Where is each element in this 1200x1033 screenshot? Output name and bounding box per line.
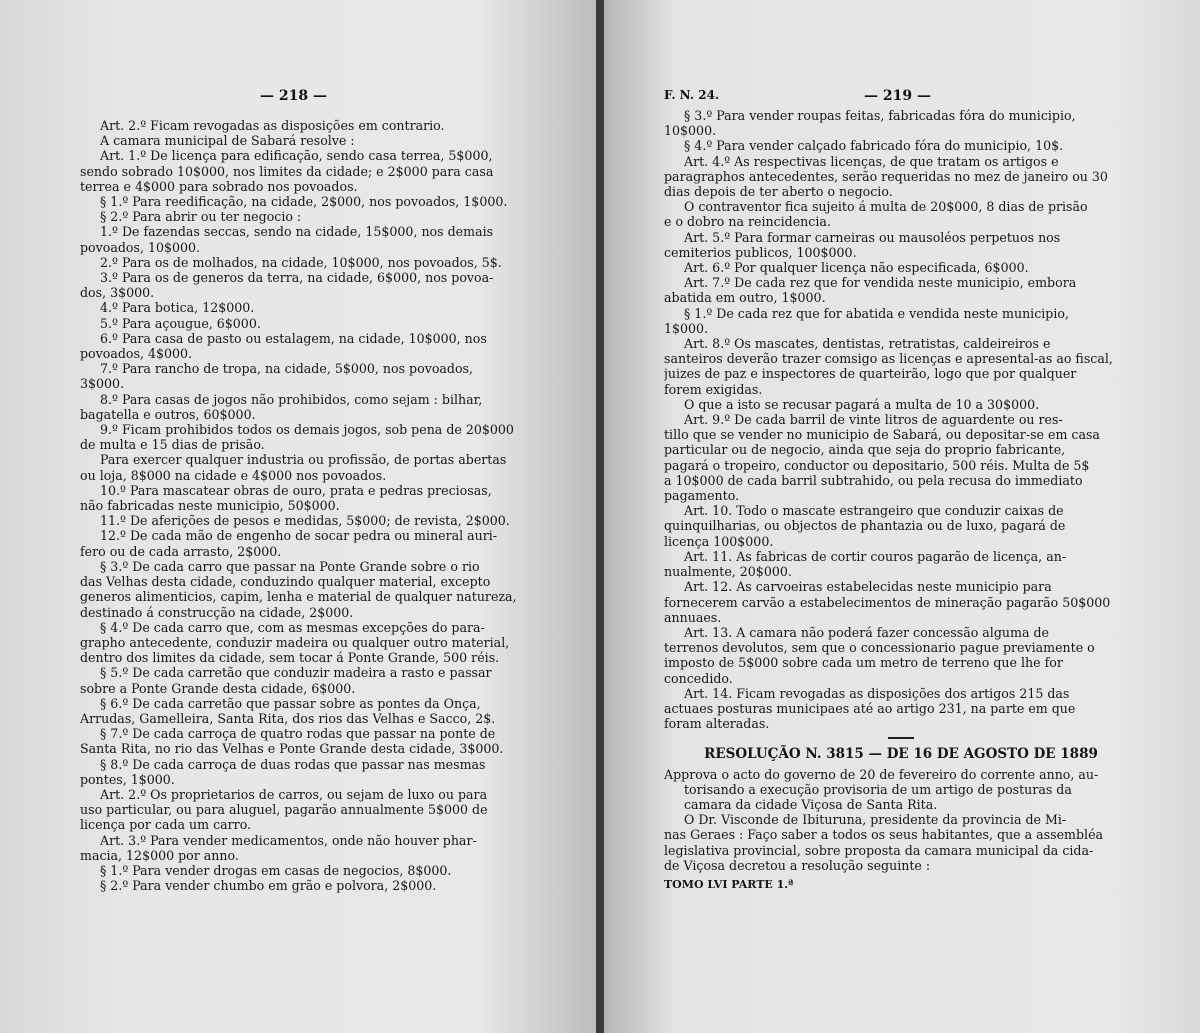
text-line: Art. 12. As carvoeiras estabelecidas neste municipio para <box>684 579 1052 595</box>
text-line: § 1.º Para reedificação, na cidade, 2$000, nos povoados, 1$000. <box>100 194 508 210</box>
text-line: O contraventor fica sujeito á multa de 20$000, 8 dias de prisão <box>684 199 1088 215</box>
left-page-text <box>80 118 556 893</box>
text-line: abatida em outro, 1$000. <box>664 290 826 306</box>
text-line: uso particular, ou para aluguel, pagarão annualmente 5$000 de <box>80 802 488 818</box>
text-line: § 4.º De cada carro que, com as mesmas excepções do para- <box>100 619 485 635</box>
text-line: a 10$000 de cada barril subtrahido, ou pela recusa do immediato <box>664 472 1083 488</box>
text-line: fornecerem carvão a estabelecimentos de mineração pagarão 50$000 <box>664 594 1111 610</box>
text-line: Art. 8.º Os mascates, dentistas, retratistas, caldeireiros e <box>684 336 1051 352</box>
text-line: nualmente, 20$000. <box>664 564 792 580</box>
text-line: 6.º Para casa de pasto ou estalagem, na cidade, 10$000, nos <box>100 330 487 346</box>
text-line: Art. 5.º Para formar carneiras ou mausoléos perpetuos nos <box>684 229 1061 245</box>
text-line: nas Geraes : Faço saber a todos os seus habitantes, que a assembléa <box>664 827 1104 843</box>
text-line: povoados, 4$000. <box>80 346 193 362</box>
text-line: § 1.º Para vender drogas em casas de negocios, 8$000. <box>100 862 452 878</box>
text-line: dos, 3$000. <box>80 285 155 301</box>
text-line: Arrudas, Gamelleira, Santa Rita, dos rios das Velhas e Sacco, 2$. <box>80 710 496 726</box>
text-line: 2.º Para os de molhados, na cidade, 10$000, nos povoados, 5$. <box>100 254 502 270</box>
text-line: dentro dos limites da cidade, sem tocar á Ponte Grande, 500 réis. <box>80 650 500 666</box>
text-line: povoados, 10$000. <box>80 239 201 255</box>
text-line: quinquilharias, ou objectos de phantazia ou de luxo, pagará de <box>664 518 1066 534</box>
text-line: das Velhas desta cidade, conduzindo qualquer material, excepto <box>80 574 491 590</box>
text-line: Art. 11. As fabricas de cortir couros pagarão de licença, an- <box>684 548 1067 564</box>
text-line: camara da cidade Viçosa de Santa Rita. <box>684 796 938 812</box>
text-line: 5.º Para açougue, 6$000. <box>100 315 261 331</box>
text-line: 7.º Para rancho de tropa, na cidade, 5$000, nos povoados, <box>100 361 474 377</box>
text-line: § 4.º Para vender calçado fabricado fóra do municipio, 10$. <box>684 138 1064 154</box>
text-line: macia, 12$000 por anno. <box>80 847 239 863</box>
text-line: legislativa provincial, sobre proposta da camara municipal da cida- <box>664 842 1094 858</box>
text-line: Art. 9.º De cada barril de vinte litros de aguardente ou res- <box>684 412 1063 428</box>
text-line: licença 100$000. <box>664 533 774 549</box>
text-line: forem exigidas. <box>664 381 763 397</box>
text-line: § 6.º De cada carretão que passar sobre as pontes da Onça, <box>100 695 481 711</box>
text-line: sendo sobrado 10$000, nos limites da cidade; e 2$000 para casa <box>80 163 494 179</box>
footer-signature: TOMO LVI PARTE 1.ª <box>664 877 794 891</box>
text-line: destinado á construcção na cidade, 2$000. <box>80 604 354 620</box>
text-line: grapho antecedente, conduzir madeira ou qualquer outro material, <box>80 634 510 650</box>
text-line: § 7.º De cada carroça de quatro rodas que passar na ponte de <box>100 726 496 742</box>
text-line: 3$000. <box>80 376 125 392</box>
text-line: § 2.º Para vender chumbo em grão e polvora, 2$000. <box>100 878 437 894</box>
text-line: foram alteradas. <box>664 716 770 732</box>
text-line: Art. 13. A camara não poderá fazer concessão alguma de <box>684 624 1049 640</box>
text-line: A camara municipal de Sabará resolve : <box>100 133 355 149</box>
text-line: § 1.º De cada rez que for abatida e vendida neste municipio, <box>684 305 1069 321</box>
text-line: terrenos devolutos, sem que o concessionario pague previamente o <box>664 640 1095 656</box>
text-line: Santa Rita, no rio das Velhas e Ponte Grande desta cidade, 3$000. <box>80 741 504 757</box>
text-line: § 3.º Para vender roupas feitas, fabricadas fóra do municipio, <box>684 108 1076 123</box>
text-line: Art. 6.º Por qualquer licença não especificada, 6$000. <box>684 260 1029 276</box>
text-line: sobre a Ponte Grande desta cidade, 6$000. <box>80 680 356 696</box>
text-line: § 3.º De cada carro que passar na Ponte Grande sobre o rio <box>100 558 480 574</box>
text-line: generos alimenticios, capim, lenha e material de qualquer natureza, <box>80 589 517 605</box>
text-line: terrea e 4$000 para sobrado nos povoados. <box>80 178 358 194</box>
text-line: Art. 7.º De cada rez que for vendida neste municipio, embora <box>684 275 1077 291</box>
text-line: Art. 4.º As respectivas licenças, de que tratam os artigos e <box>684 153 1059 169</box>
text-line: paragraphos antecedentes, serão requeridas no mez de janeiro ou 30 <box>664 168 1108 184</box>
section-rule <box>888 737 914 739</box>
text-line: e o dobro na reincidencia. <box>664 214 831 230</box>
text-line: santeiros deverão trazer comsigo as licenças e apresental-as ao fiscal, <box>664 351 1113 367</box>
text-line: Art. 2.º Ficam revogadas as disposições em contrario. <box>100 118 445 133</box>
text-line: Approva o acto do governo de 20 de fevereiro do corrente anno, au- <box>664 766 1099 782</box>
text-line: O que a isto se recusar pagará a multa de 10 a 30$000. <box>684 396 1040 412</box>
left-page <box>0 0 596 1033</box>
text-line: § 5.º De cada carretão que conduzir madeira a rasto e passar <box>100 665 492 681</box>
text-line: concedido. <box>664 670 733 686</box>
text-line: 12.º De cada mão de engenho de socar pedra ou mineral auri- <box>100 528 498 544</box>
resolution-heading: RESOLUÇÃO N. 3815 — DE 16 DE AGOSTO DE 1889 <box>704 746 1098 763</box>
text-line: não fabricadas neste municipio, 50$000. <box>80 498 340 514</box>
text-line: licença por cada um carro. <box>80 817 252 833</box>
text-line: 10.º Para mascatear obras de ouro, prata e pedras preciosas, <box>100 482 492 498</box>
page-number-right: — 219 — <box>864 88 931 104</box>
text-line: actuaes posturas municipaes até ao artigo 231, na parte em que <box>664 700 1076 716</box>
text-line: tillo que se vender no municipio de Sabará, ou depositar-se em casa <box>664 427 1100 443</box>
text-line: Art. 14. Ficam revogadas as disposições dos artigos 215 das <box>684 685 1070 701</box>
text-line: annuaes. <box>664 609 722 625</box>
text-line: imposto de 5$000 sobre cada um metro de terreno que lhe for <box>664 655 1063 671</box>
text-line: pagará o tropeiro, conductor ou depositario, 500 réis. Multa de 5$ <box>664 457 1090 473</box>
folio-mark: F. N. 24. <box>664 88 720 102</box>
text-line: torisando a execução provisoria de um artigo de posturas da <box>684 781 1072 797</box>
page-number-left: — 218 — <box>260 88 327 104</box>
text-line: dias depois de ter aberto o negocio. <box>664 184 893 200</box>
text-line: bagatella e outros, 60$000. <box>80 406 256 422</box>
text-line: Art. 2.º Os proprietarios de carros, ou sejam de luxo ou para <box>100 786 488 802</box>
text-line: juizes de paz e inspectores de quarteirão, logo que por qualquer <box>664 366 1077 382</box>
text-line: pontes, 1$000. <box>80 771 175 787</box>
book-gutter <box>596 0 604 1033</box>
text-line: 3.º Para os de generos da terra, na cidade, 6$000, nos povoa- <box>100 270 494 286</box>
text-line: fero ou de cada arrasto, 2$000. <box>80 543 282 559</box>
text-line: 11.º De aferições de pesos e medidas, 5$000; de revista, 2$000. <box>100 513 510 529</box>
text-line: 10$000. <box>664 123 717 139</box>
text-line: 1$000. <box>664 320 709 336</box>
text-line: 9.º Ficam prohibidos todos os demais jogos, sob pena de 20$000 <box>100 422 514 438</box>
text-line: Para exercer qualquer industria ou profissão, de portas abertas <box>100 452 507 468</box>
text-line: cemiterios publicos, 100$000. <box>664 244 857 260</box>
text-line: 1.º De fazendas seccas, sendo na cidade, 15$000, nos demais <box>100 224 494 240</box>
text-line: Art. 1.º De licença para edificação, sendo casa terrea, 5$000, <box>100 148 493 164</box>
right-page-text <box>664 108 1138 892</box>
text-line: 4.º Para botica, 12$000. <box>100 300 255 316</box>
text-line: particular ou de negocio, ainda que seja do proprio fabricante, <box>664 442 1066 458</box>
text-line: de Viçosa decretou a resolução seguinte : <box>664 857 931 873</box>
text-line: § 8.º De cada carroça de duas rodas que passar nas mesmas <box>100 756 486 772</box>
text-line: pagamento. <box>664 488 740 504</box>
text-line: § 2.º Para abrir ou ter negocio : <box>100 209 302 225</box>
text-line: Art. 3.º Para vender medicamentos, onde não houver phar- <box>100 832 477 848</box>
text-line: O Dr. Visconde de Ibituruna, presidente da provincia de Mi- <box>684 812 1067 828</box>
text-line: de multa e 15 dias de prisão. <box>80 437 265 453</box>
text-line: ou loja, 8$000 na cidade e 4$000 nos povoados. <box>80 467 387 483</box>
text-line: Art. 10. Todo o mascate estrangeiro que conduzir caixas de <box>684 503 1064 519</box>
text-line: 8.º Para casas de jogos não prohibidos, como sejam : bilhar, <box>100 391 483 407</box>
right-page <box>604 0 1200 1033</box>
